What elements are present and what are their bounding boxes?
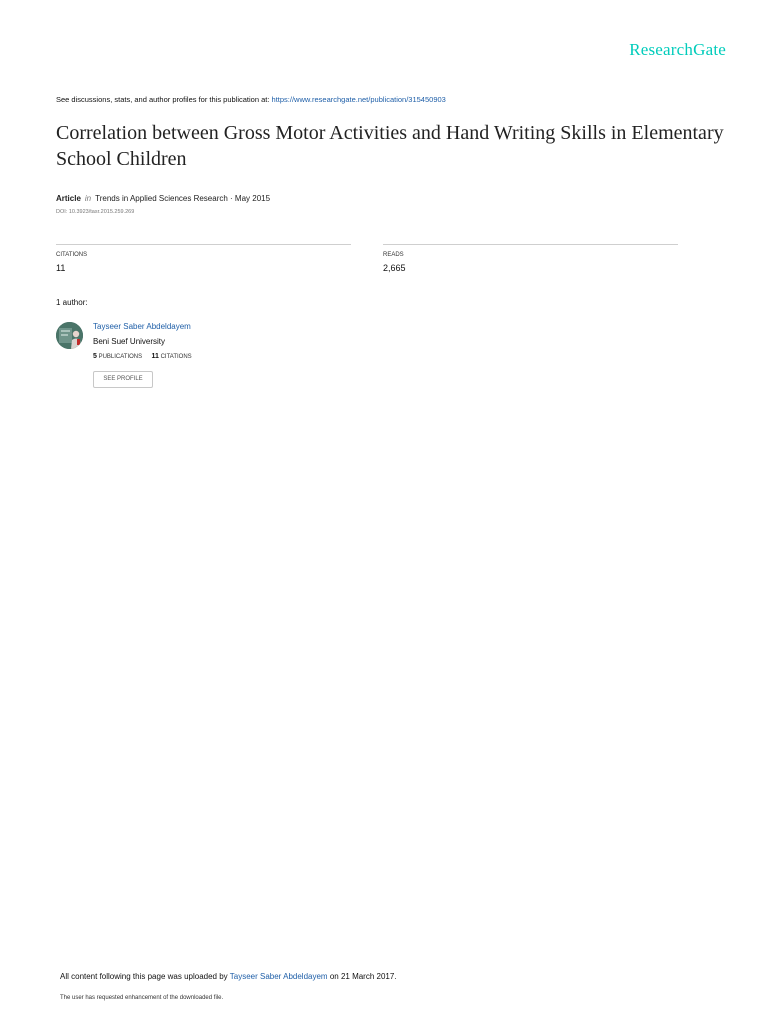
reads-label: READS [383, 252, 404, 258]
author-photo [56, 322, 83, 349]
authors-label: 1 author: [56, 298, 88, 307]
avatar[interactable] [56, 322, 83, 349]
journal-venue[interactable]: Trends in Applied Sciences Research · May 2015 [95, 194, 271, 203]
author-publications-count: 5 [93, 353, 97, 360]
author-publications-label: PUBLICATIONS [98, 354, 143, 360]
author-stats [93, 353, 192, 360]
upload-prefix: All content following this page was uploaded by [60, 972, 228, 981]
upload-suffix: on 21 March 2017. [329, 972, 397, 981]
author-citations-label: CITATIONS [160, 354, 192, 360]
doi: DOI: 10.3923/tasr.2015.259.269 [56, 209, 135, 215]
publication-title: Correlation between Gross Motor Activities and Hand Writing Skills in Elementary School Children [56, 122, 724, 170]
discussion-prefix: See discussions, stats, and author profiles for this publication at: [56, 95, 270, 104]
upload-notice [60, 972, 397, 981]
author-institution: Beni Suef University [93, 337, 166, 346]
in-word: in [84, 194, 92, 203]
publication-url-link[interactable]: https://www.researchgate.net/publication/315450903 [271, 95, 446, 104]
author-citations-count: 11 [151, 353, 159, 360]
uploader-link[interactable]: Tayseer Saber Abdeldayem [229, 972, 328, 981]
see-profile-button[interactable]: SEE PROFILE [93, 371, 153, 388]
citations-count: 11 [56, 263, 66, 273]
enhancement-note: The user has requested enhancement of the downloaded file. [60, 995, 224, 1001]
citations-stat [56, 244, 351, 273]
publication-meta [56, 194, 270, 203]
reads-stat [383, 244, 678, 273]
citations-label: CITATIONS [56, 252, 88, 258]
reads-count: 2,665 [383, 263, 406, 273]
researchgate-logo[interactable]: ResearchGate [629, 40, 726, 59]
discussion-line [56, 95, 446, 104]
author-name-link[interactable]: Tayseer Saber Abdeldayem [93, 322, 191, 331]
publication-type: Article [56, 194, 81, 203]
